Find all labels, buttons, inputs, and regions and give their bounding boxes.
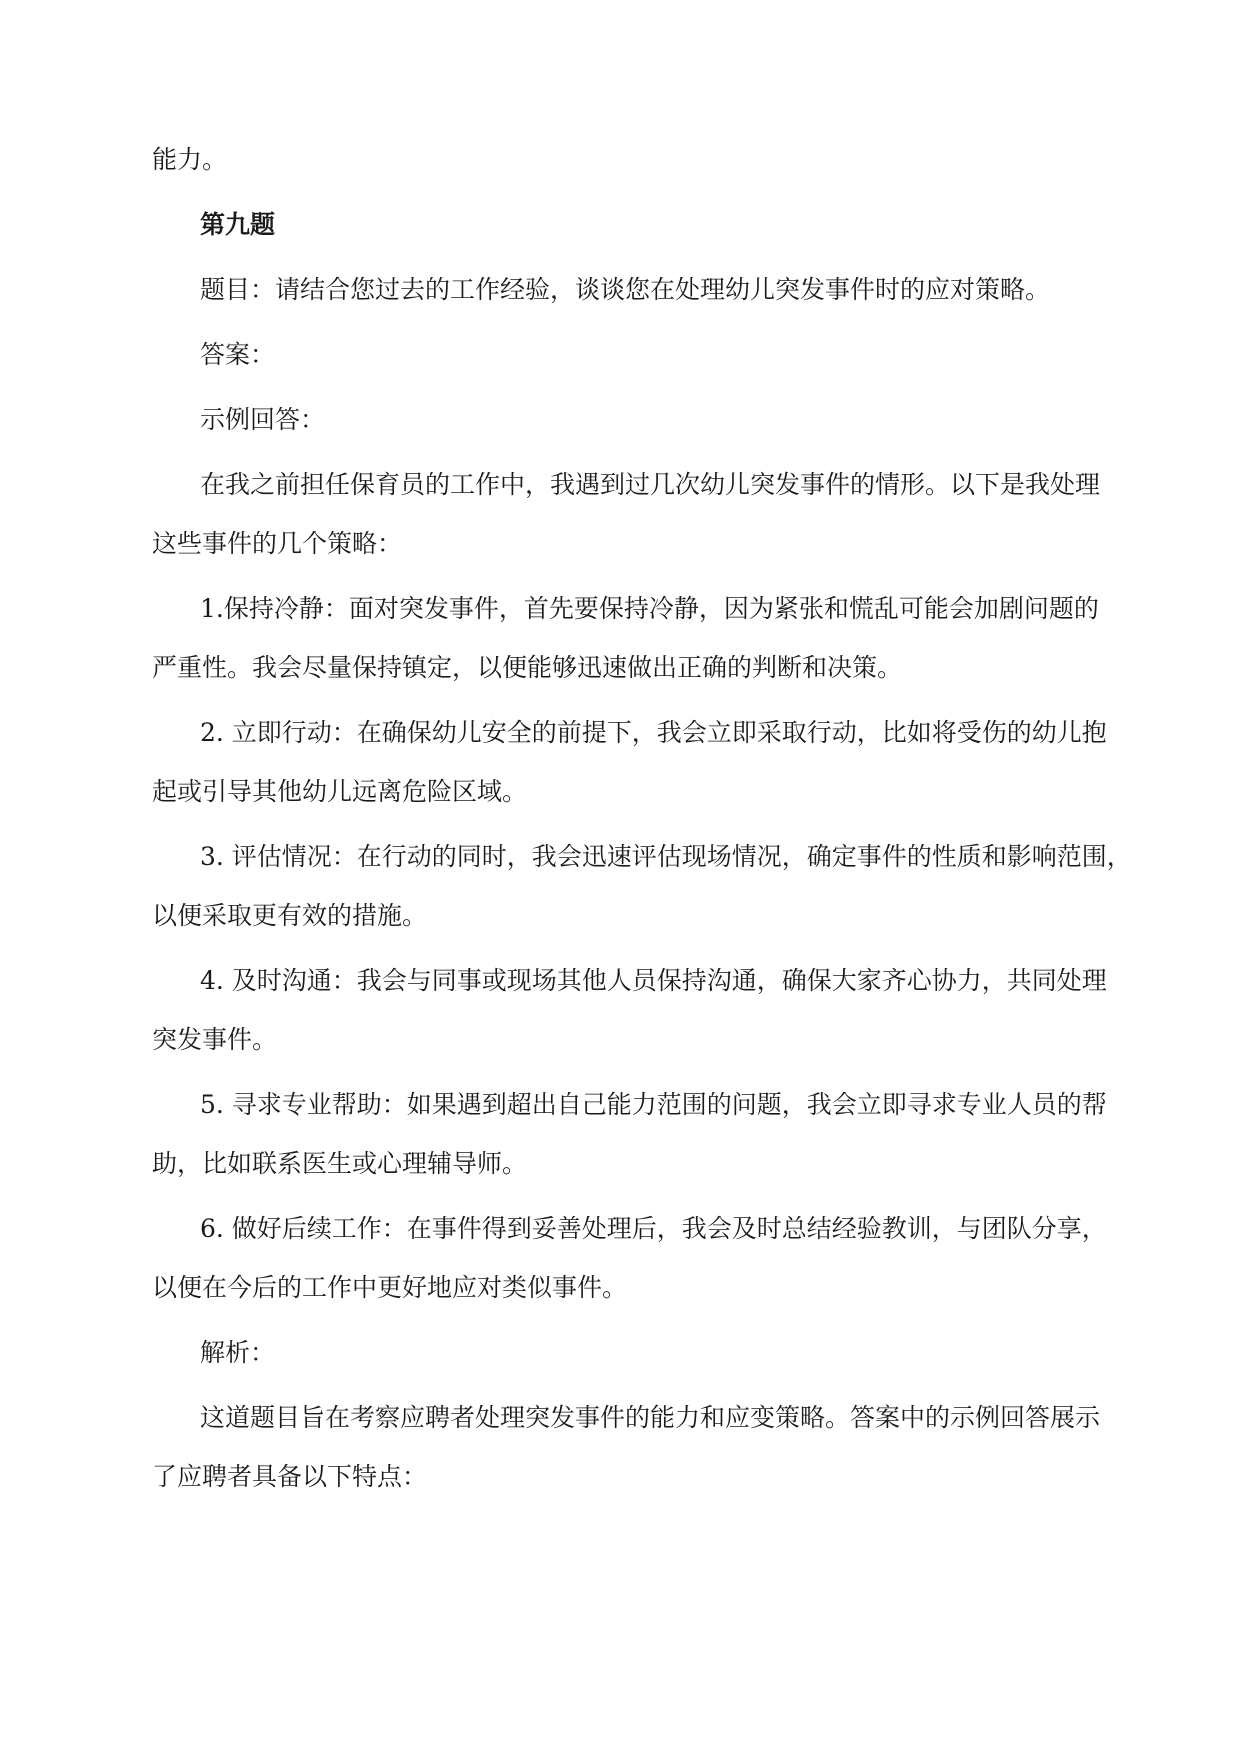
- paragraph-line: 2. 立即行动：在确保幼儿安全的前提下，我会立即采取行动，比如将受伤的幼儿抱: [200, 718, 1107, 747]
- paragraph-line: 在我之前担任保育员的工作中，我遇到过几次幼儿突发事件的情形。以下是我处理: [200, 470, 1101, 499]
- paragraph-line: 这道题目旨在考察应聘者处理突发事件的能力和应变策略。答案中的示例回答展示: [200, 1403, 1101, 1432]
- question-text: 题目：请结合您过去的工作经验，谈谈您在处理幼儿突发事件时的应对策略。: [200, 275, 1051, 304]
- analysis-paragraph: [152, 1388, 1101, 1506]
- paragraph-line: 以便在今后的工作中更好地应对类似事件。: [152, 1273, 628, 1302]
- paragraph-line: 4. 及时沟通：我会与同事或现场其他人员保持沟通，确保大家齐心协力，共同处理: [200, 966, 1107, 995]
- strategy-item-6: [152, 1199, 1107, 1317]
- paragraph-line: 这些事件的几个策略：: [152, 529, 403, 558]
- paragraph-line: 3. 评估情况：在行动的同时，我会迅速评估现场情况，确定事件的性质和影响范围，: [200, 842, 1132, 871]
- answer-label: 答案：: [200, 340, 276, 369]
- strategy-item-3: [152, 827, 1132, 945]
- paragraph-line: 5. 寻求专业帮助：如果遇到超出自己能力范围的问题，我会立即寻求专业人员的帮: [200, 1090, 1107, 1119]
- paragraph-line: 严重性。我会尽量保持镇定，以便能够迅速做出正确的判断和决策。: [152, 653, 903, 682]
- paragraph-line: 起或引导其他幼儿远离危险区域。: [152, 777, 528, 806]
- paragraph-line: 1.保持冷静：面对突发事件，首先要保持冷静，因为紧张和慌乱可能会加剧问题的: [200, 594, 1099, 623]
- paragraph-line: 以便采取更有效的措施。: [152, 901, 428, 930]
- example-label: 示例回答：: [200, 405, 326, 434]
- paragraph-line: 助，比如联系医生或心理辅导师。: [152, 1149, 528, 1178]
- analysis-label: 解析：: [200, 1338, 276, 1367]
- strategy-item-1: [152, 579, 1097, 697]
- document-page: [152, 130, 1132, 1512]
- intro-paragraph: [152, 455, 1101, 573]
- paragraph-line: 了应聘者具备以下特点：: [152, 1462, 428, 1491]
- strategy-item-2: [152, 703, 1107, 821]
- paragraph-line: 6. 做好后续工作：在事件得到妥善处理后，我会及时总结经验教训，与团队分享，: [200, 1214, 1107, 1243]
- question-heading: 第九题: [200, 210, 276, 239]
- paragraph-line: 突发事件。: [152, 1025, 278, 1054]
- previous-paragraph-tail: 能力。: [152, 145, 228, 174]
- strategy-item-4: [152, 951, 1107, 1069]
- strategy-item-5: [152, 1075, 1107, 1193]
